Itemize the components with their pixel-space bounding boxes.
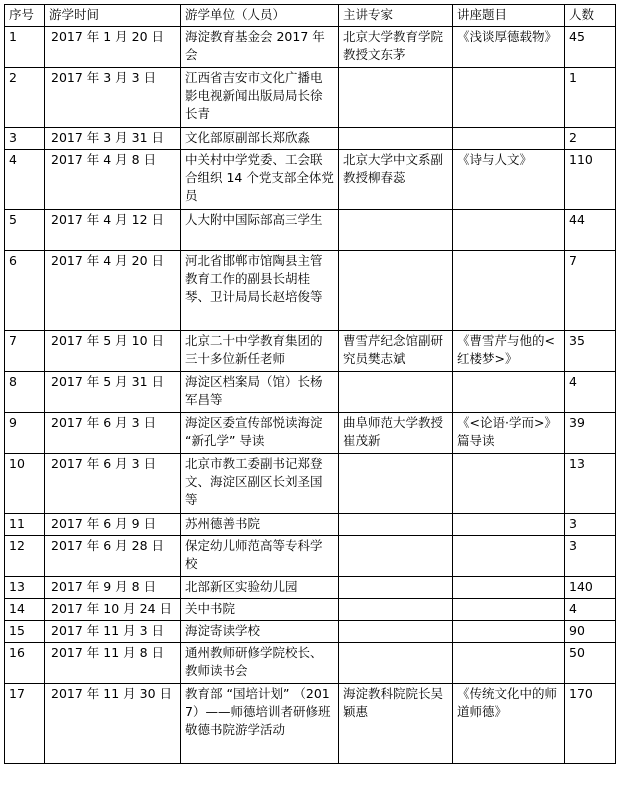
cell-number: 3 <box>5 128 45 150</box>
cell-expert: 北京大学教育学院教授文东茅 <box>339 27 453 68</box>
cell-count: 50 <box>565 643 616 684</box>
cell-number: 17 <box>5 684 45 764</box>
cell-topic <box>453 621 565 643</box>
cell-number: 5 <box>5 210 45 251</box>
header-number: 序号 <box>5 5 45 27</box>
cell-unit: 苏州德善书院 <box>181 514 339 536</box>
cell-count: 7 <box>565 251 616 331</box>
cell-topic: 《浅谈厚德载物》 <box>453 27 565 68</box>
table-row <box>5 454 616 514</box>
cell-count: 3 <box>565 536 616 577</box>
table-row <box>5 643 616 684</box>
cell-expert: 北京大学中文系副教授柳春蕊 <box>339 150 453 210</box>
cell-unit: 海淀教育基金会 2017 年会 <box>181 27 339 68</box>
table-row <box>5 251 616 331</box>
cell-unit: 保定幼儿师范高等专科学校 <box>181 536 339 577</box>
cell-unit: 海淀寄读学校 <box>181 621 339 643</box>
header-date: 游学时间 <box>45 5 181 27</box>
cell-number: 7 <box>5 331 45 372</box>
cell-date: 2017 年 3 月 3 日 <box>45 68 181 128</box>
cell-unit: 文化部原副部长郑欣淼 <box>181 128 339 150</box>
cell-date: 2017 年 4 月 20 日 <box>45 251 181 331</box>
cell-count: 39 <box>565 413 616 454</box>
cell-topic: 《诗与人文》 <box>453 150 565 210</box>
cell-expert <box>339 454 453 514</box>
table-row <box>5 128 616 150</box>
table-row <box>5 413 616 454</box>
cell-expert: 曹雪芹纪念馆副研究员樊志斌 <box>339 331 453 372</box>
cell-count: 3 <box>565 514 616 536</box>
cell-topic <box>453 577 565 599</box>
table-row <box>5 621 616 643</box>
cell-date: 2017 年 1 月 20 日 <box>45 27 181 68</box>
cell-count: 13 <box>565 454 616 514</box>
cell-expert <box>339 68 453 128</box>
cell-expert <box>339 621 453 643</box>
cell-topic <box>453 599 565 621</box>
cell-topic <box>453 251 565 331</box>
cell-count: 170 <box>565 684 616 764</box>
cell-unit: 河北省邯郸市馆陶县主管教育工作的副县长胡桂琴、卫计局局长赵培俊等 <box>181 251 339 331</box>
cell-topic <box>453 372 565 413</box>
cell-unit: 北部新区实验幼儿园 <box>181 577 339 599</box>
cell-unit: 江西省吉安市文化广播电影电视新闻出版局局长徐长青 <box>181 68 339 128</box>
table-row <box>5 68 616 128</box>
cell-unit: 海淀区档案局（馆）长杨军昌等 <box>181 372 339 413</box>
cell-topic: 《曹雪芹与他的<红楼梦>》 <box>453 331 565 372</box>
cell-topic <box>453 210 565 251</box>
cell-expert <box>339 599 453 621</box>
table-row <box>5 514 616 536</box>
cell-count: 140 <box>565 577 616 599</box>
cell-date: 2017 年 6 月 3 日 <box>45 454 181 514</box>
cell-count: 1 <box>565 68 616 128</box>
header-expert: 主讲专家 <box>339 5 453 27</box>
cell-date: 2017 年 6 月 9 日 <box>45 514 181 536</box>
table-row <box>5 210 616 251</box>
cell-topic <box>453 454 565 514</box>
cell-number: 12 <box>5 536 45 577</box>
cell-number: 1 <box>5 27 45 68</box>
cell-expert <box>339 577 453 599</box>
table-row <box>5 599 616 621</box>
table-row <box>5 331 616 372</box>
cell-count: 90 <box>565 621 616 643</box>
header-unit: 游学单位（人员） <box>181 5 339 27</box>
cell-number: 11 <box>5 514 45 536</box>
cell-unit: 北京市教工委副书记郑登文、海淀区副区长刘圣国等 <box>181 454 339 514</box>
cell-count: 44 <box>565 210 616 251</box>
cell-expert <box>339 514 453 536</box>
cell-count: 45 <box>565 27 616 68</box>
cell-number: 6 <box>5 251 45 331</box>
table-header-row <box>5 5 616 27</box>
cell-count: 110 <box>565 150 616 210</box>
table-row <box>5 150 616 210</box>
cell-topic <box>453 128 565 150</box>
cell-unit: 人大附中国际部高三学生 <box>181 210 339 251</box>
cell-date: 2017 年 11 月 3 日 <box>45 621 181 643</box>
cell-unit: 北京二十中学教育集团的三十多位新任老师 <box>181 331 339 372</box>
table-row <box>5 27 616 68</box>
cell-unit: 通州教师研修学院校长、教师读书会 <box>181 643 339 684</box>
cell-count: 4 <box>565 372 616 413</box>
cell-number: 9 <box>5 413 45 454</box>
cell-topic <box>453 514 565 536</box>
cell-expert <box>339 536 453 577</box>
cell-date: 2017 年 4 月 8 日 <box>45 150 181 210</box>
header-count: 人数 <box>565 5 616 27</box>
cell-number: 2 <box>5 68 45 128</box>
cell-expert <box>339 210 453 251</box>
cell-expert <box>339 251 453 331</box>
cell-count: 2 <box>565 128 616 150</box>
cell-count: 4 <box>565 599 616 621</box>
cell-date: 2017 年 11 月 8 日 <box>45 643 181 684</box>
cell-topic: 《<论语·学而>》篇导读 <box>453 413 565 454</box>
cell-date: 2017 年 10 月 24 日 <box>45 599 181 621</box>
cell-number: 14 <box>5 599 45 621</box>
table-row <box>5 372 616 413</box>
cell-count: 35 <box>565 331 616 372</box>
cell-unit: 关中书院 <box>181 599 339 621</box>
table-body <box>5 27 616 764</box>
cell-unit: 海淀区委宣传部悦读海淀 “新孔学” 导读 <box>181 413 339 454</box>
cell-date: 2017 年 9 月 8 日 <box>45 577 181 599</box>
cell-topic <box>453 536 565 577</box>
cell-date: 2017 年 5 月 10 日 <box>45 331 181 372</box>
cell-topic <box>453 643 565 684</box>
cell-date: 2017 年 11 月 30 日 <box>45 684 181 764</box>
cell-expert <box>339 128 453 150</box>
cell-unit: 教育部 “国培计划” （2017）——师德培训者研修班敬德书院游学活动 <box>181 684 339 764</box>
cell-unit: 中关村中学党委、工会联合组织 14 个党支部全体党员 <box>181 150 339 210</box>
cell-number: 13 <box>5 577 45 599</box>
cell-expert: 曲阜师范大学教授崔茂新 <box>339 413 453 454</box>
cell-date: 2017 年 6 月 3 日 <box>45 413 181 454</box>
cell-number: 15 <box>5 621 45 643</box>
cell-topic: 《传统文化中的师道师德》 <box>453 684 565 764</box>
cell-number: 10 <box>5 454 45 514</box>
table-row <box>5 536 616 577</box>
cell-expert <box>339 372 453 413</box>
cell-number: 16 <box>5 643 45 684</box>
cell-topic <box>453 68 565 128</box>
study-tour-table <box>4 4 616 764</box>
cell-expert <box>339 643 453 684</box>
cell-date: 2017 年 6 月 28 日 <box>45 536 181 577</box>
table-row <box>5 577 616 599</box>
cell-date: 2017 年 4 月 12 日 <box>45 210 181 251</box>
cell-number: 8 <box>5 372 45 413</box>
cell-date: 2017 年 3 月 31 日 <box>45 128 181 150</box>
header-topic: 讲座题目 <box>453 5 565 27</box>
table-row <box>5 684 616 764</box>
cell-date: 2017 年 5 月 31 日 <box>45 372 181 413</box>
cell-number: 4 <box>5 150 45 210</box>
cell-expert: 海淀教科院院长吴颖惠 <box>339 684 453 764</box>
